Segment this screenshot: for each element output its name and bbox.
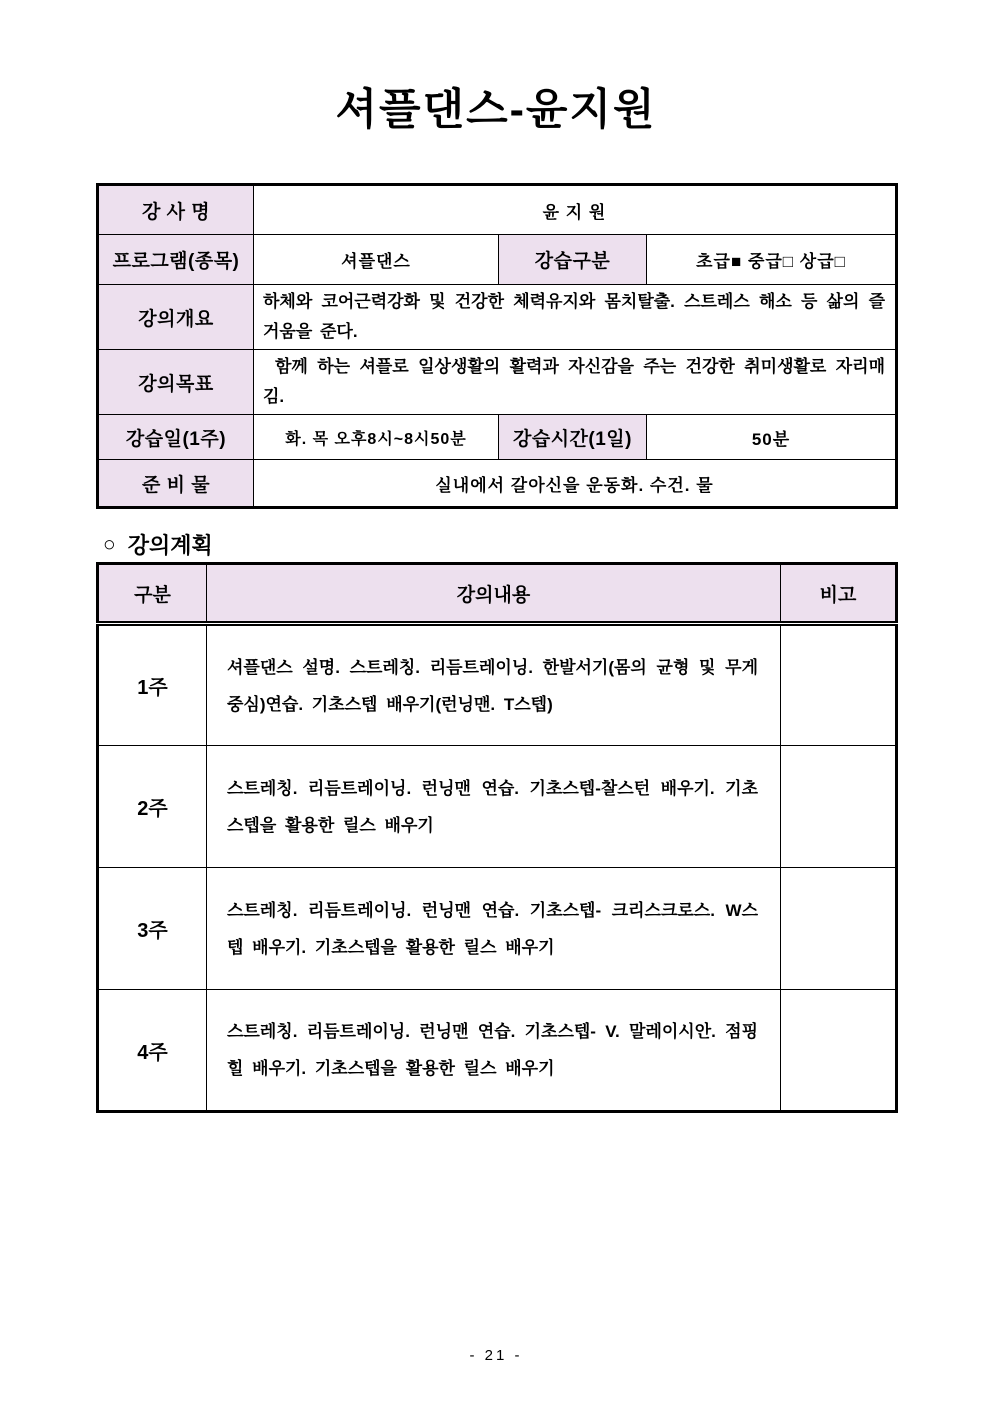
class-days-value: 화. 목 오후8시~8시50분 xyxy=(254,415,499,460)
supplies-value: 실내에서 갈아신을 운동화. 수건. 물 xyxy=(254,460,897,508)
table-row xyxy=(98,350,897,415)
instructor-name-value: 윤 지 원 xyxy=(254,185,897,235)
page-title: 셔플댄스-윤지원 xyxy=(335,86,657,134)
table-row xyxy=(98,285,897,350)
table-header-row xyxy=(98,564,897,624)
lecture-goal-label: 강의목표 xyxy=(98,350,254,415)
week-4-note xyxy=(781,990,897,1112)
circle-bullet-icon: ○ xyxy=(103,532,116,556)
week-3-note xyxy=(781,868,897,990)
lecture-overview-label: 강의개요 xyxy=(98,285,254,350)
table-row xyxy=(98,185,897,235)
lecture-overview-value: 하체와 코어근력강화 및 건강한 체력유지와 몸치탈출. 스트레스 해소 등 삶의 즐거움을 준다. xyxy=(254,285,897,350)
week-2-note xyxy=(781,746,897,868)
table-row xyxy=(98,460,897,508)
program-label: 프로그램(종목) xyxy=(98,235,254,285)
section-heading xyxy=(103,529,213,560)
week-3-content: 스트레칭. 리듬트레이닝. 런닝맨 연습. 기초스텝- 크리스크로스. W스텝 배우기. 기초스텝을 활용한 릴스 배우기 xyxy=(207,868,781,990)
page-number: - 21 - xyxy=(469,1347,523,1364)
instructor-name-label: 강 사 명 xyxy=(98,185,254,235)
instructor-info-table xyxy=(96,183,898,509)
lecture-plan-table xyxy=(96,562,898,1113)
column-header-week: 구분 xyxy=(98,564,207,624)
table-row xyxy=(98,415,897,460)
program-value: 셔플댄스 xyxy=(254,235,499,285)
week-2-label: 2주 xyxy=(98,746,207,868)
table-row xyxy=(98,868,897,990)
week-1-content: 셔플댄스 설명. 스트레칭. 리듬트레이닝. 한발서기(몸의 균형 및 무게 중심)연습. 기초스텝 배우기(런닝맨. T스텝) xyxy=(207,624,781,746)
class-level-label: 강습구분 xyxy=(499,235,647,285)
table-row xyxy=(98,235,897,285)
week-2-content: 스트레칭. 리듬트레이닝. 런닝맨 연습. 기초스텝-찰스턴 배우기. 기초스텝을 활용한 릴스 배우기 xyxy=(207,746,781,868)
column-header-content: 강의내용 xyxy=(207,564,781,624)
week-4-label: 4주 xyxy=(98,990,207,1112)
class-level-value: 초급■ 중급□ 상급□ xyxy=(647,235,897,285)
class-time-value: 50분 xyxy=(647,415,897,460)
week-3-label: 3주 xyxy=(98,868,207,990)
week-4-content: 스트레칭. 리듬트레이닝. 런닝맨 연습. 기초스텝- V. 말레이시안. 점핑힐 배우기. 기초스텝을 활용한 릴스 배우기 xyxy=(207,990,781,1112)
table-row xyxy=(98,746,897,868)
section-heading-label: 강의계획 xyxy=(127,533,213,558)
supplies-label: 준 비 물 xyxy=(98,460,254,508)
table-row xyxy=(98,624,897,746)
class-time-label: 강습시간(1일) xyxy=(499,415,647,460)
column-header-note: 비고 xyxy=(781,564,897,624)
lecture-goal-value: 함께 하는 셔플로 일상생활의 활력과 자신감을 주는 건강한 취미생활로 자리매김. xyxy=(254,350,897,415)
week-1-note xyxy=(781,624,897,746)
class-days-label: 강습일(1주) xyxy=(98,415,254,460)
table-row xyxy=(98,990,897,1112)
week-1-label: 1주 xyxy=(98,624,207,746)
